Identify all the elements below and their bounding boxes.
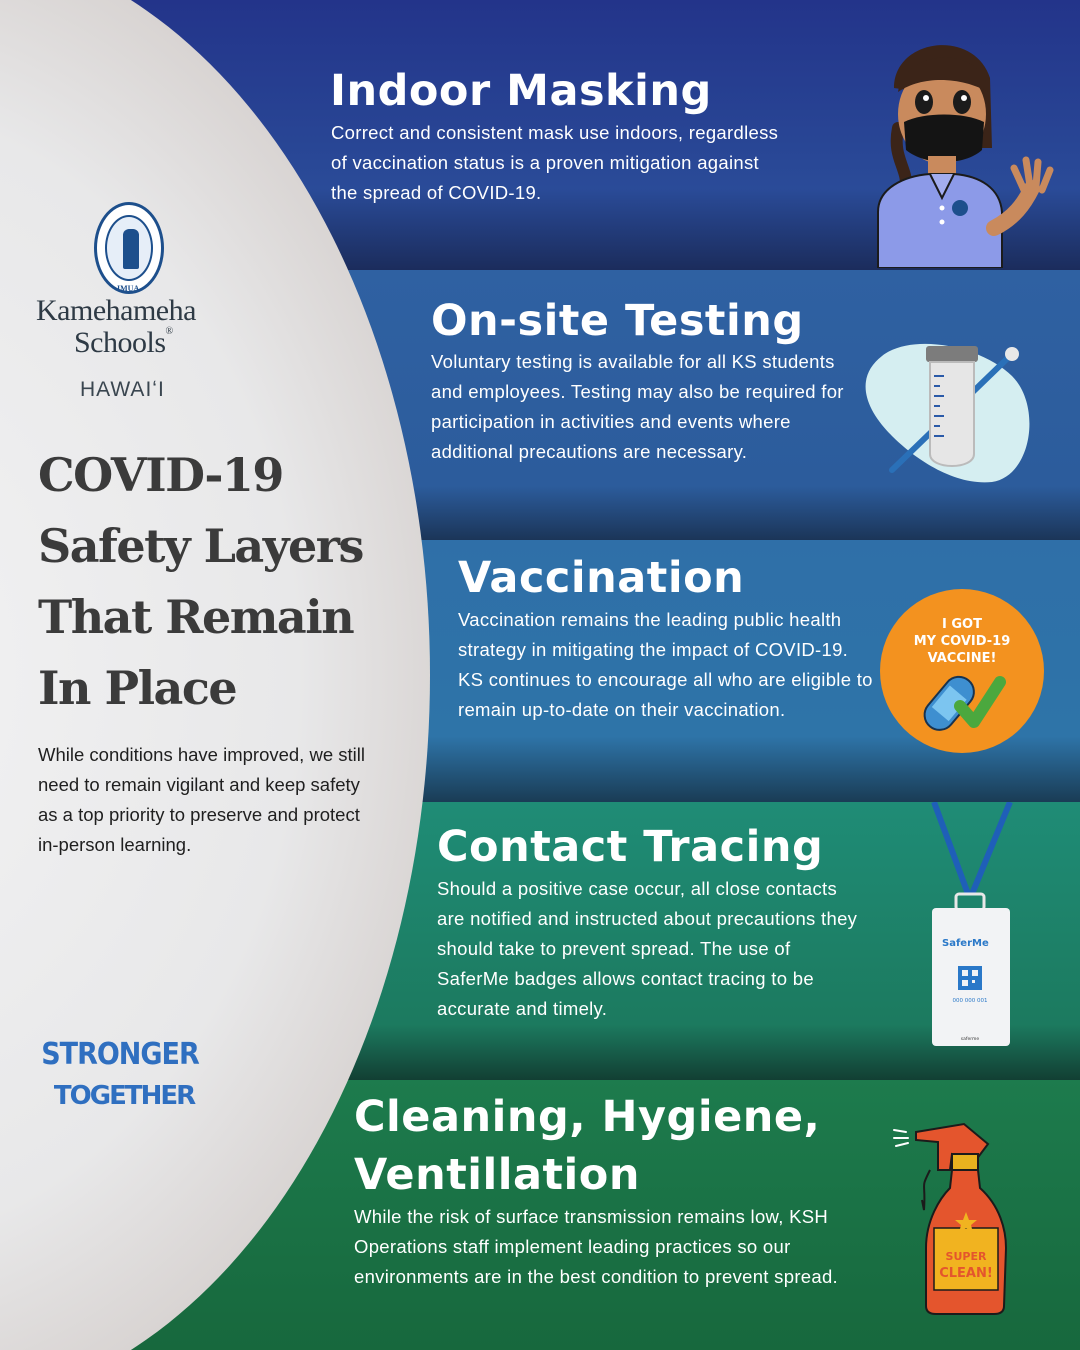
org-name-line1: Kamehameha bbox=[36, 294, 196, 327]
spray-bottle-icon bbox=[890, 1120, 1020, 1320]
sticker-line1: I GOT bbox=[942, 617, 982, 632]
emblem-motto: IMUA bbox=[117, 284, 140, 293]
school-emblem-icon bbox=[94, 202, 164, 294]
badge-code: 000 000 001 bbox=[952, 998, 988, 1004]
section-body-vaccination: Vaccination remains the leading public health strategy in mitigating the impact of COVID-19. KS continues to encourage all who are eligible to remain up-to-date on their vaccination. bbox=[458, 609, 873, 720]
student-wearing-mask-icon bbox=[864, 28, 1060, 268]
bottle-line1: SUPER bbox=[945, 1250, 987, 1263]
section-body-tracing: Should a positive case occur, all close contacts are notified and instructed about precautions they should take to prevent spread. The use of SaferMe badges allows contact tracing to be accurate and timely. bbox=[437, 878, 858, 1019]
stronger-together-heart-icon bbox=[40, 1008, 200, 1144]
bottle-line2: CLEAN! bbox=[939, 1266, 993, 1281]
badge-footer: saferme bbox=[960, 1037, 980, 1042]
section-body-masking: Correct and consistent mask use indoors, regardless of vaccination status is a proven mitigation against the spread of COVID-19. bbox=[331, 122, 779, 203]
title-line: That Remain bbox=[38, 590, 354, 644]
section-body-testing: Voluntary testing is available for all KS students and employees. Testing may also be required for participation in activities and events where additional precautions are necessary. bbox=[431, 351, 844, 462]
registered-mark: ® bbox=[165, 326, 173, 337]
section-title-vaccination: Vaccination bbox=[458, 553, 745, 603]
sticker-line2: MY COVID-19 bbox=[913, 634, 1011, 649]
section-title-cleaning-line1: Cleaning, Hygiene, bbox=[354, 1092, 821, 1142]
badge-word-stronger: STRONGER bbox=[41, 1037, 199, 1072]
sticker-line3: VACCINE! bbox=[927, 651, 997, 666]
vaccine-sticker-icon bbox=[876, 588, 1048, 754]
saferme-badge-icon bbox=[920, 802, 1020, 1052]
title-line: In Place bbox=[38, 661, 237, 715]
org-name-line2 bbox=[74, 326, 173, 360]
section-title-testing: On-site Testing bbox=[431, 296, 804, 346]
emblem-inner bbox=[105, 215, 153, 281]
org-region: HAWAIʻI bbox=[80, 378, 165, 401]
badge-word-together: TOGETHER bbox=[53, 1081, 195, 1111]
title-line: Safety Layers bbox=[38, 519, 363, 573]
org-name-schools: Schools bbox=[74, 326, 166, 359]
title-line: COVID-19 bbox=[38, 448, 283, 502]
section-title-tracing: Contact Tracing bbox=[437, 822, 824, 872]
intro-text: While conditions have improved, we still need to remain vigilant and keep safety as a top priority to preserve and protect in-person learning. bbox=[38, 744, 365, 855]
page-title bbox=[38, 440, 418, 724]
section-title-masking: Indoor Masking bbox=[330, 66, 712, 116]
section-title-cleaning-line2: Ventillation bbox=[354, 1150, 640, 1200]
section-body-cleaning: While the risk of surface transmission remains low, KSH Operations staff implement leading practices so our environments are in the best condition to prevent spread. bbox=[354, 1206, 838, 1287]
badge-brand: SaferMe bbox=[942, 938, 989, 949]
emblem-figure bbox=[123, 229, 139, 269]
test-tube-swab-icon bbox=[862, 336, 1042, 486]
